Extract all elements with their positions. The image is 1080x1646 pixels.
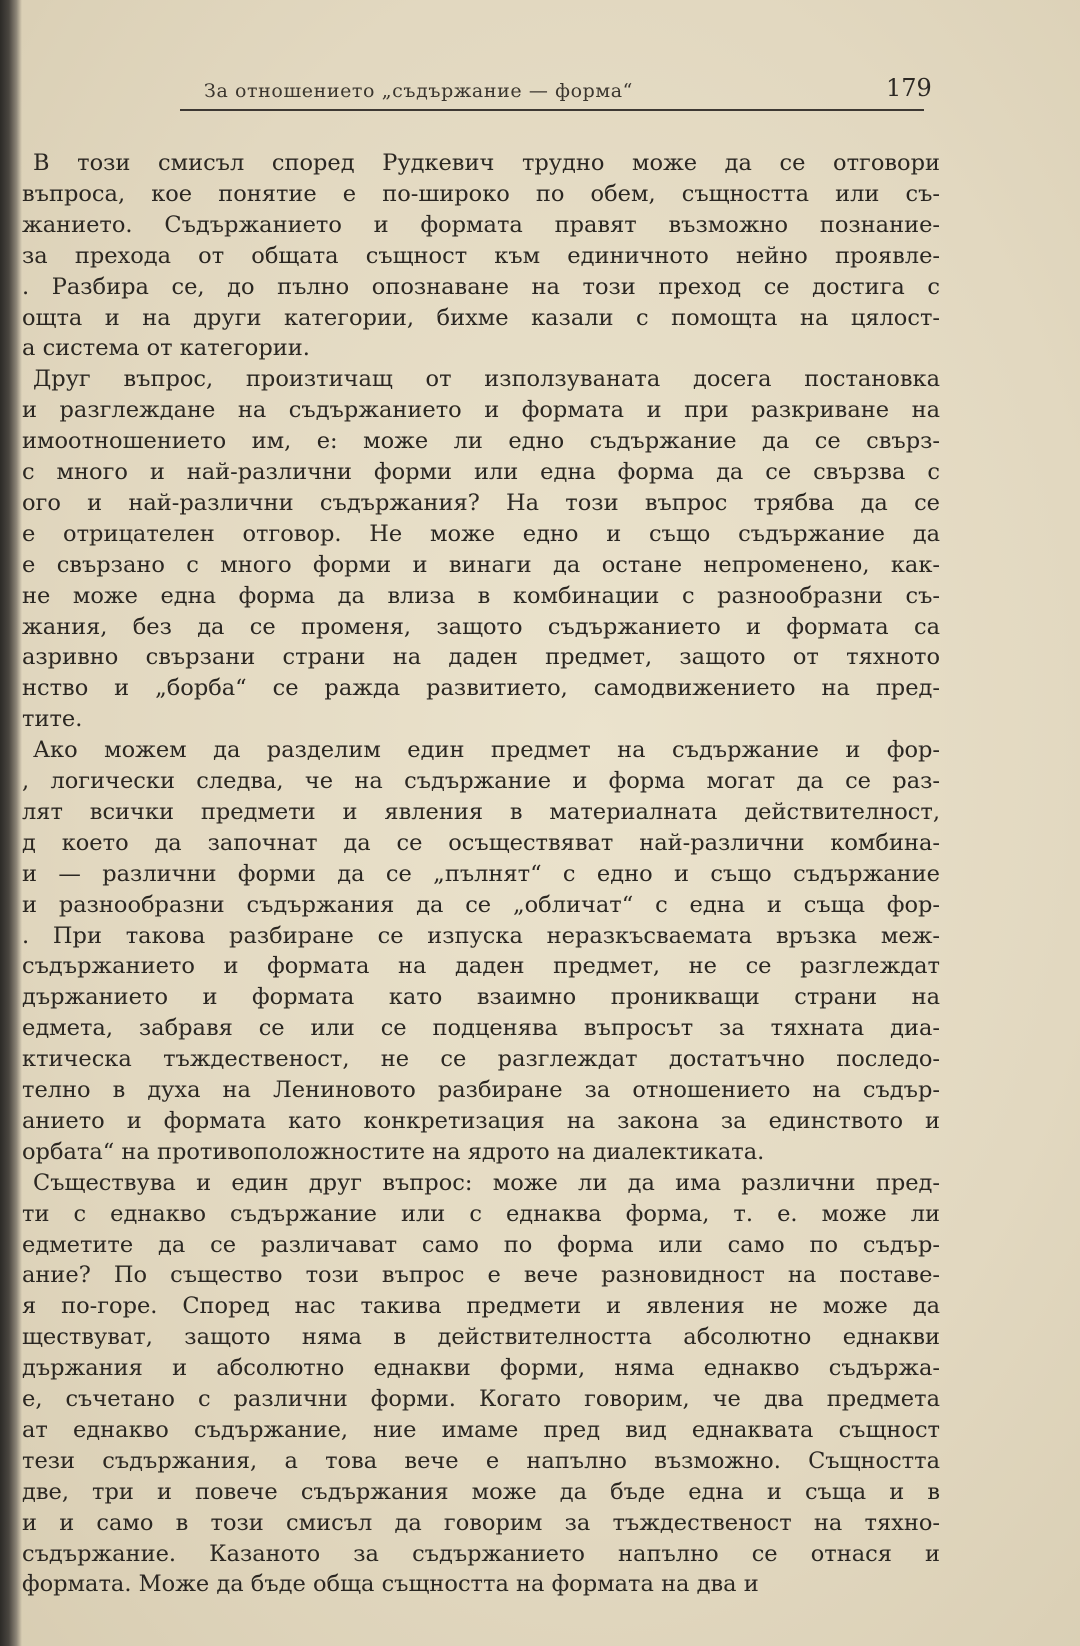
text-line: ти с еднакво съдържание или с еднаква форма, т. е. може ли	[22, 1200, 940, 1227]
text-line: и и само в този смисъл да говорим за тъждественост на тяхно-	[22, 1509, 940, 1536]
text-line: тези съдържания, а това вече е напълно възможно. Същността	[22, 1447, 940, 1474]
text-line: имоотношението им, е: може ли едно съдържание да се свърз-	[22, 428, 940, 455]
text-line: и разглеждане на съдържанието и формата и при разкриване на	[22, 397, 940, 424]
text-line: . При такова разбиране се изпуска неразкъсваемата връзка меж-	[22, 922, 940, 949]
text-line: орбата“ на противоположностите на ядрото на диалектиката.	[22, 1138, 765, 1165]
text-line: съдържание. Казаното за съдържанието напълно се отнася и	[22, 1540, 940, 1567]
text-line: нство и „борба“ се ражда развитието, самодвижението на пред-	[22, 675, 940, 702]
text-line: лят всички предмети и явления в материалната действителност,	[22, 798, 940, 825]
text-line: азривно свързани страни на даден предмет, защото от тяхното	[22, 644, 940, 671]
text-line: Ако можем да разделим един предмет на съдържание и фор-	[33, 737, 940, 764]
text-line: тите.	[22, 706, 83, 733]
text-line: държания и абсолютно еднакви форми, няма еднакво съдържа-	[22, 1355, 940, 1382]
text-line: е свързано с много форми и винаги да остане непроменено, как-	[22, 551, 940, 578]
text-line: е, съчетано с различни форми. Когато говорим, че два предмета	[22, 1386, 940, 1412]
text-line: жания, без да се променя, защото съдържанието и формата са	[22, 613, 940, 640]
text-line: съдържанието и формата на даден предмет, не се разглеждат	[22, 953, 940, 980]
text-line: едмета, забравя се или се подценява въпросът за тяхната диа-	[22, 1015, 940, 1042]
text-line: ктическа тъждественост, не се разглеждат достатъчно последо-	[22, 1046, 940, 1073]
text-line: а система от категории.	[22, 335, 310, 362]
text-line: държанието и формата като взаимно проникващи страни на	[22, 984, 940, 1011]
text-line: за прехода от общата същност към единичното нейно проявле-	[22, 242, 940, 269]
text-line: две, три и повече съдържания може да бъде една и съща и в	[22, 1478, 940, 1505]
text-line: В този смисъл според Рудкевич трудно може да се отговори	[33, 150, 940, 176]
text-line: , логически следва, че на съдържание и форма могат да се раз-	[22, 768, 940, 794]
text-line: Съществува и един друг въпрос: може ли да има различни пред-	[33, 1169, 940, 1196]
text-line: ат еднакво съдържание, ние имаме пред вид еднаквата същност	[22, 1416, 940, 1443]
text-line: и разнообразни съдържания да се „обличат“ с една и съща фор-	[22, 891, 940, 918]
header-rule	[180, 109, 924, 111]
text-line: анието и формата като конкретизация на закона за единството и	[22, 1107, 940, 1134]
text-line: телно в духа на Лениновото разбиране за отношението на съдър-	[22, 1077, 940, 1103]
text-line: формата. Може да бъде обща същността на формата на два и	[22, 1571, 759, 1598]
text-line: ание? По същество този въпрос е вече разновидност на поставе-	[22, 1262, 940, 1289]
text-line: жанието. Съдържанието и формата правят възможно познание-	[22, 211, 940, 238]
text-line: не може една форма да влиза в комбинации с разнообразни съ-	[22, 582, 940, 609]
text-line: и — различни форми да се „пълнят“ с едно и също съдържание	[22, 860, 940, 887]
text-line: я по-горе. Според нас такива предмети и явления не може да	[22, 1293, 940, 1320]
text-line: ого и най-различни съдържания? На този въпрос трябва да се	[22, 489, 940, 516]
running-title: За отношението „съдържание — форма“	[204, 80, 633, 102]
running-head	[160, 68, 940, 108]
body-text	[0, 148, 950, 1608]
text-line: д което да започнат да се осъществяват най-различни комбина-	[22, 829, 940, 856]
text-line: ществуват, защото няма в действителността абсолютно еднакви	[22, 1324, 940, 1351]
text-line: Друг въпрос, произтичащ от използуваната досега постановка	[33, 366, 940, 393]
text-line: с много и най-различни форми или една форма да се свързва с	[22, 459, 940, 485]
text-line: едметите да се различават само по форма или само по съдър-	[22, 1231, 940, 1258]
page-number: 179	[886, 74, 932, 102]
text-line: ощта и на други категории, бихме казали с помощта на цялост-	[22, 304, 940, 331]
text-line: . Разбира се, до пълно опознаване на този преход се достига с	[22, 273, 940, 300]
text-line: е отрицателен отговор. Не може едно и също съдържание да	[22, 520, 940, 547]
text-line: въпроса, кое понятие е по-широко по обем, същността или съ-	[22, 180, 940, 207]
